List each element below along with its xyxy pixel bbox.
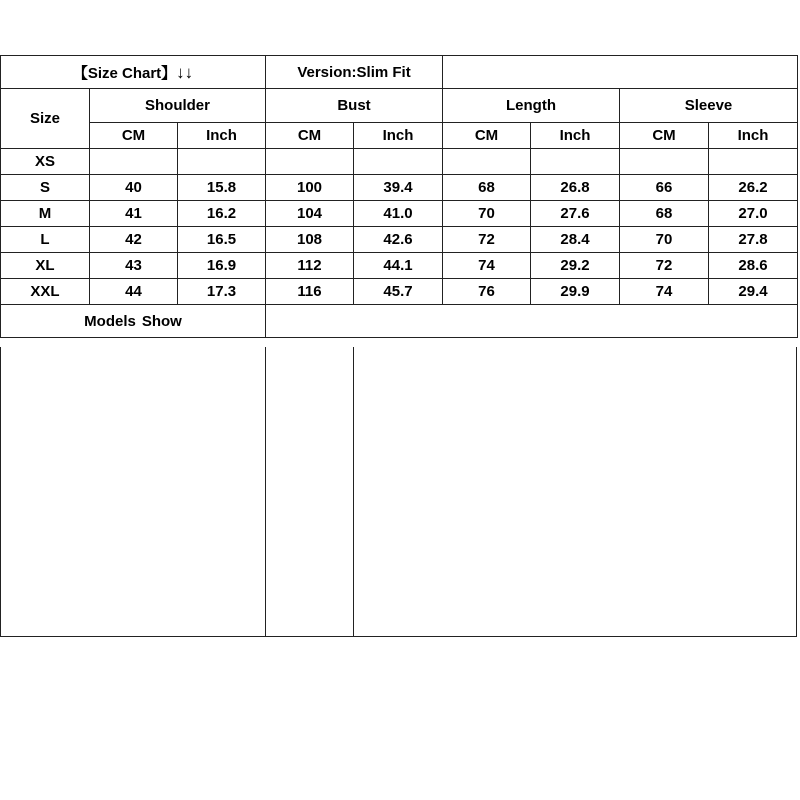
value-cell: 116 <box>266 279 354 305</box>
value-cell <box>709 149 798 175</box>
value-cell: 104 <box>266 201 354 227</box>
table-row <box>1 227 798 253</box>
header-row-groups <box>1 89 798 123</box>
value-cell <box>354 149 443 175</box>
unit-header: CM <box>443 123 531 149</box>
models-show-title <box>1 305 266 338</box>
value-cell: 41.0 <box>354 201 443 227</box>
value-cell: 76 <box>443 279 531 305</box>
value-cell: 39.4 <box>354 175 443 201</box>
value-cell: 29.4 <box>709 279 798 305</box>
value-cell: 74 <box>443 253 531 279</box>
show-word: Show <box>141 312 182 330</box>
value-cell: 72 <box>443 227 531 253</box>
unit-header: Inch <box>531 123 620 149</box>
value-cell: 27.8 <box>709 227 798 253</box>
value-cell <box>178 149 266 175</box>
size-chart-title-text: 【Size Chart】 <box>72 64 177 82</box>
table-row <box>1 201 798 227</box>
value-cell: 68 <box>443 175 531 201</box>
value-cell: 45.7 <box>354 279 443 305</box>
unit-header: CM <box>90 123 178 149</box>
value-cell: 42.6 <box>354 227 443 253</box>
value-cell: 72 <box>620 253 709 279</box>
size-chart-title <box>1 56 266 89</box>
shoulder-header: Shoulder <box>90 89 266 123</box>
unit-header: Inch <box>709 123 798 149</box>
value-cell: 26.8 <box>531 175 620 201</box>
value-cell <box>266 149 354 175</box>
value-cell: 66 <box>620 175 709 201</box>
version-label: Version:Slim Fit <box>266 56 443 89</box>
value-cell: 29.2 <box>531 253 620 279</box>
value-cell: 27.6 <box>531 201 620 227</box>
size-column-header: Size <box>1 89 90 149</box>
value-cell: 100 <box>266 175 354 201</box>
value-cell: 70 <box>443 201 531 227</box>
title-row <box>1 56 798 89</box>
value-cell <box>90 149 178 175</box>
value-cell: 27.0 <box>709 201 798 227</box>
size-cell: XXL <box>1 279 90 305</box>
value-cell: 42 <box>90 227 178 253</box>
size-cell: XL <box>1 253 90 279</box>
header-row-units <box>1 123 798 149</box>
table-row <box>1 175 798 201</box>
bust-header: Bust <box>266 89 443 123</box>
value-cell <box>443 149 531 175</box>
photo-divider <box>265 347 266 636</box>
models-blank-cell <box>266 305 798 338</box>
value-cell: 16.9 <box>178 253 266 279</box>
table-row <box>1 253 798 279</box>
value-cell: 108 <box>266 227 354 253</box>
unit-header: Inch <box>178 123 266 149</box>
model-photo-right <box>355 347 795 636</box>
value-cell: 26.2 <box>709 175 798 201</box>
table-row <box>1 149 798 175</box>
models-word: Models <box>84 312 136 330</box>
unit-header: Inch <box>354 123 443 149</box>
value-cell: 28.6 <box>709 253 798 279</box>
value-cell: 28.4 <box>531 227 620 253</box>
value-cell: 41 <box>90 201 178 227</box>
value-cell: 15.8 <box>178 175 266 201</box>
unit-header: CM <box>620 123 709 149</box>
value-cell: 43 <box>90 253 178 279</box>
size-chart-sheet <box>0 55 797 640</box>
value-cell: 44.1 <box>354 253 443 279</box>
title-blank-cell <box>443 56 798 89</box>
model-photo-middle <box>267 347 353 636</box>
value-cell: 70 <box>620 227 709 253</box>
value-cell <box>531 149 620 175</box>
value-cell: 16.5 <box>178 227 266 253</box>
table-row <box>1 279 798 305</box>
down-arrows-icon: ↓↓ <box>176 62 194 82</box>
value-cell: 68 <box>620 201 709 227</box>
unit-header: CM <box>266 123 354 149</box>
length-header: Length <box>443 89 620 123</box>
model-photo-left <box>1 347 265 636</box>
value-cell: 40 <box>90 175 178 201</box>
value-cell: 29.9 <box>531 279 620 305</box>
photo-divider <box>353 347 354 636</box>
size-chart-table <box>0 55 798 338</box>
value-cell: 112 <box>266 253 354 279</box>
value-cell: 17.3 <box>178 279 266 305</box>
size-cell: S <box>1 175 90 201</box>
value-cell: 74 <box>620 279 709 305</box>
value-cell <box>620 149 709 175</box>
sleeve-header: Sleeve <box>620 89 798 123</box>
models-show-row <box>1 305 798 338</box>
model-photos-area <box>0 347 797 637</box>
value-cell: 16.2 <box>178 201 266 227</box>
size-cell: M <box>1 201 90 227</box>
size-cell: XS <box>1 149 90 175</box>
value-cell: 44 <box>90 279 178 305</box>
size-cell: L <box>1 227 90 253</box>
